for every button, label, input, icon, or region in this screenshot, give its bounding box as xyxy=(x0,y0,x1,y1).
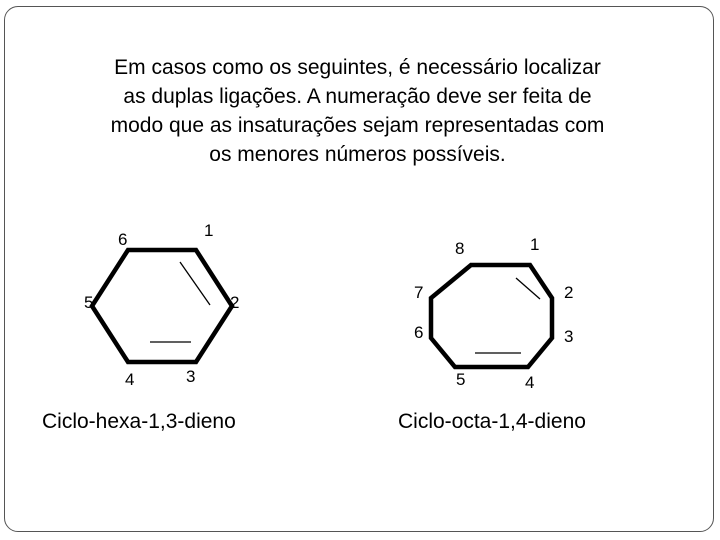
octa-number-1: 1 xyxy=(530,235,540,254)
intro-line-4: os menores números possíveis. xyxy=(209,143,506,166)
octa-number-6: 6 xyxy=(414,323,424,342)
intro-line-2: as duplas ligações. A numeração deve ser feita de xyxy=(123,85,592,108)
octa-number-2: 2 xyxy=(564,283,574,302)
hexa-number-4: 4 xyxy=(125,370,135,389)
hexa-number-5: 5 xyxy=(84,293,94,312)
hexa-number-2: 2 xyxy=(230,293,240,312)
hexadiene-caption: Ciclo-hexa-1,3-dieno xyxy=(42,410,236,433)
octa-number-4: 4 xyxy=(525,373,535,392)
intro-line-1: Em casos como os seguintes, é necessário localizar xyxy=(114,56,601,79)
hexa-number-3: 3 xyxy=(186,367,196,386)
octa-number-5: 5 xyxy=(456,370,466,389)
double-bond-1-2 xyxy=(516,278,540,299)
hexa-number-1: 1 xyxy=(204,221,214,240)
octa-number-8: 8 xyxy=(455,239,465,258)
cyclooctadiene-structure xyxy=(398,235,586,433)
intro-line-3: modo que as insaturações sejam representadas com xyxy=(110,114,605,137)
cyclooctane-ring xyxy=(431,265,552,367)
hexa-number-6: 6 xyxy=(118,230,128,249)
octadiene-caption: Ciclo-octa-1,4-dieno xyxy=(398,410,586,433)
octa-number-3: 3 xyxy=(564,327,574,346)
octa-number-7: 7 xyxy=(414,283,424,302)
cyclohexane-ring xyxy=(92,250,232,362)
cyclohexadiene-structure xyxy=(42,221,239,433)
